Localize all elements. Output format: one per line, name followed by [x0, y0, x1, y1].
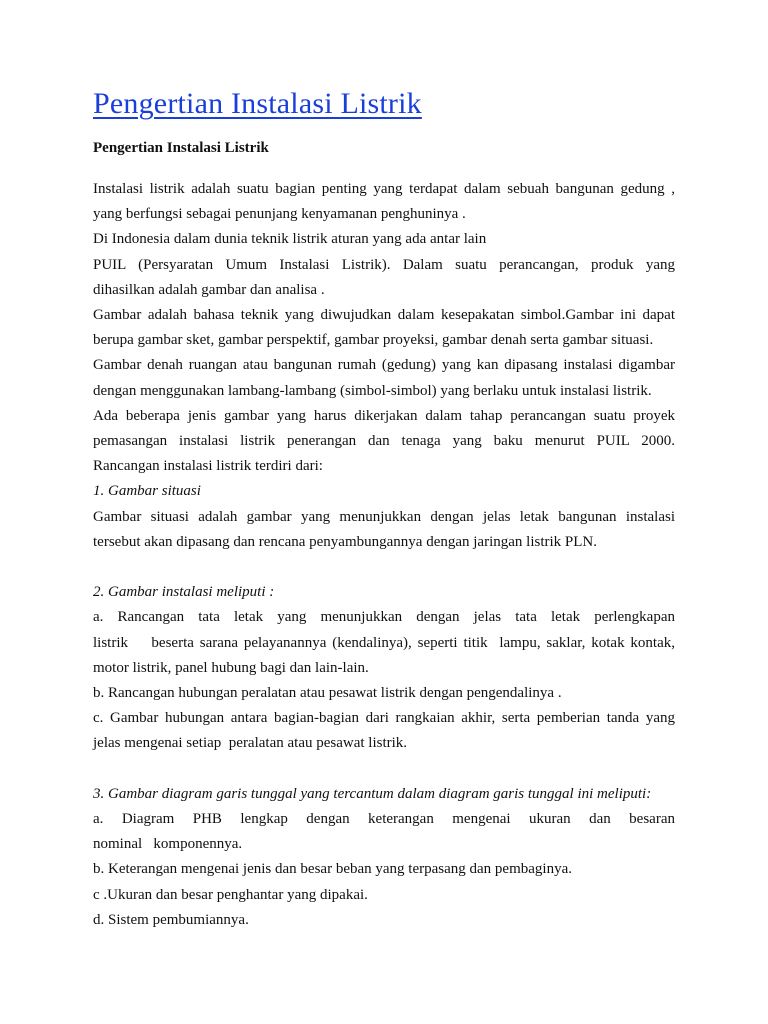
list-item: d. Sistem pembumiannya.: [93, 911, 249, 928]
spacer: [93, 160, 675, 177]
list-item: b. Keterangan mengenai jenis dan besar beban yang terpasang dan pembaginya.: [93, 861, 572, 878]
spacer: [93, 757, 675, 782]
list-item: c. Gambar hubungan antara bagian-bagian dari rangkaian akhir, serta pemberian tanda yang: [93, 710, 675, 727]
list-item: a. Rancangan tata letak yang menunjukkan dengan jelas tata letak perlengkapan: [93, 609, 675, 626]
list-item: motor listrik, panel hubung bagi dan lain-lain.: [93, 659, 369, 676]
paragraph-line: PUIL (Persyaratan Umum Instalasi Listrik). Dalam suatu perancangan, produk yang: [93, 256, 675, 273]
paragraph-line: dihasilkan adalah gambar dan analisa .: [93, 281, 325, 298]
list-item: a. Diagram PHB lengkap dengan keterangan mengenai ukuran dan besaran: [93, 811, 675, 828]
list-item: nominal komponennya.: [93, 836, 243, 853]
paragraph-line: berupa gambar sket, gambar perspektif, gambar proyeksi, gambar denah serta gambar situasi.: [93, 332, 654, 349]
list-item: c .Ukuran dan besar penghantar yang dipakai.: [93, 886, 368, 903]
paragraph-line: Gambar situasi adalah gambar yang menunjukkan dengan jelas letak bangunan instalasi: [93, 508, 675, 525]
list-heading-gambar-situasi: 1. Gambar situasi: [93, 483, 201, 500]
spacer: [93, 555, 675, 580]
paragraph-line: dengan menggunakan lambang-lambang (simbol-simbol) yang berlaku untuk instalasi listrik.: [93, 382, 652, 399]
list-heading-diagram-garis-tunggal: 3. Gambar diagram garis tunggal yang tercantum dalam diagram garis tunggal ini meliputi:: [93, 785, 652, 802]
page-title[interactable]: Pengertian Instalasi Listrik: [93, 87, 422, 120]
list-heading-gambar-instalasi: 2. Gambar instalasi meliputi :: [93, 584, 275, 601]
list-item: b. Rancangan hubungan peralatan atau pesawat listrik dengan pengendalinya .: [93, 685, 562, 702]
paragraph-line: Rancangan instalasi listrik terdiri dari:: [93, 458, 323, 475]
section-heading: Pengertian Instalasi Listrik: [93, 140, 269, 156]
document-page: [93, 82, 675, 933]
paragraph-line: Instalasi listrik adalah suatu bagian penting yang terdapat dalam sebuah bangunan gedung ,: [93, 181, 675, 197]
paragraph-line: pemasangan instalasi listrik penerangan dan tenaga yang baku menurut PUIL 2000.: [93, 433, 675, 450]
paragraph-line: Gambar denah ruangan atau bangunan rumah (gedung) yang kan dipasang instalasi digambar: [93, 357, 675, 374]
paragraph-line: Di Indonesia dalam dunia teknik listrik aturan yang ada antar lain: [93, 231, 487, 248]
list-item: listrik beserta sarana pelayanannya (kendalinya), seperti titik lampu, saklar, kotak kontak,: [93, 634, 675, 651]
paragraph-line: yang berfungsi sebagai penunjang kenyamanan penghuninya .: [93, 206, 466, 223]
paragraph-line: tersebut akan dipasang dan rencana penyambungannya dengan jaringan listrik PLN.: [93, 533, 598, 550]
list-item: jelas mengenai setiap peralatan atau pesawat listrik.: [93, 735, 408, 752]
paragraph-line: Gambar adalah bahasa teknik yang diwujudkan dalam kesepakatan simbol.Gambar ini dapat: [93, 307, 675, 324]
paragraph-line: Ada beberapa jenis gambar yang harus dikerjakan dalam tahap perancangan suatu proyek: [93, 407, 675, 424]
